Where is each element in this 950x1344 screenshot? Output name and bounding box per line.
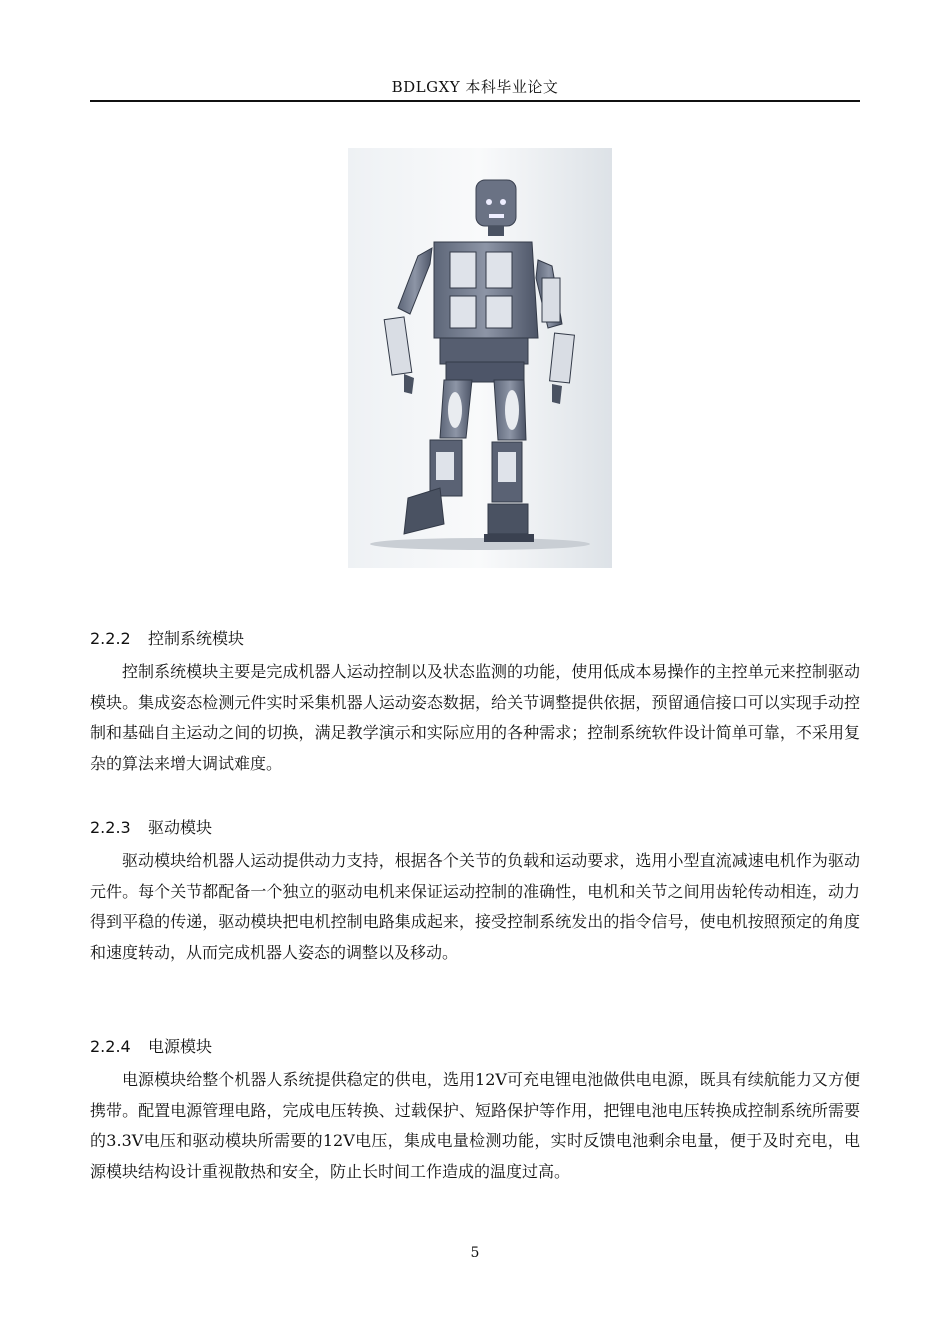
robot-cad-model-icon [348, 148, 612, 568]
section-paragraph: 电源模块给整个机器人系统提供稳定的供电，选用12V可充电锂电池做供电电源，既具有续航能力又方便携带。配置电源管理电路，完成电压转换、过载保护、短路保护等作用，把锂电池电压转换成控制系统所需要的3.3V电压和驱动模块所需要的12V电压，集成电量检测功能，实时反馈电池剩余电量，便于及时充电，电源模块结构设计重视散热和安全，防止长时间工作造成的温度过高。 [90, 1070, 860, 1181]
page-header: BDLGXY 本科毕业论文 [391, 78, 559, 96]
section-2-2-3 [90, 815, 860, 968]
section-heading: 2.2.2 控制系统模块 [90, 629, 245, 648]
page-number: 5 [470, 1245, 480, 1261]
section-2-2-4 [90, 1034, 860, 1187]
section-paragraph: 控制系统模块主要是完成机器人运动控制以及状态监测的功能，使用低成本易操作的主控单元来控制驱动模块。集成姿态检测元件实时采集机器人运动姿态数据，给关节调整提供依据，预留通信接口可以实现手动控制和基础自主运动之间的切换，满足教学演示和实际应用的各种需求；控制系统软件设计简单可靠，不采用复杂的算法来增大调试难度。 [90, 662, 860, 773]
header-rule [90, 100, 860, 102]
section-paragraph: 驱动模块给机器人运动提供动力支持，根据各个关节的负载和运动要求，选用小型直流减速电机作为驱动元件。每个关节都配备一个独立的驱动电机来保证运动控制的准确性，电机和关节之间用齿轮传动相连，动力得到平稳的传递，驱动模块把电机控制电路集成起来，接受控制系统发出的指令信号，使电机按照预定的角度和速度转动，从而完成机器人姿态的调整以及移动。 [90, 851, 860, 962]
section-heading: 2.2.4 电源模块 [90, 1037, 213, 1056]
section-heading: 2.2.3 驱动模块 [90, 818, 213, 837]
section-2-2-2 [90, 626, 860, 779]
